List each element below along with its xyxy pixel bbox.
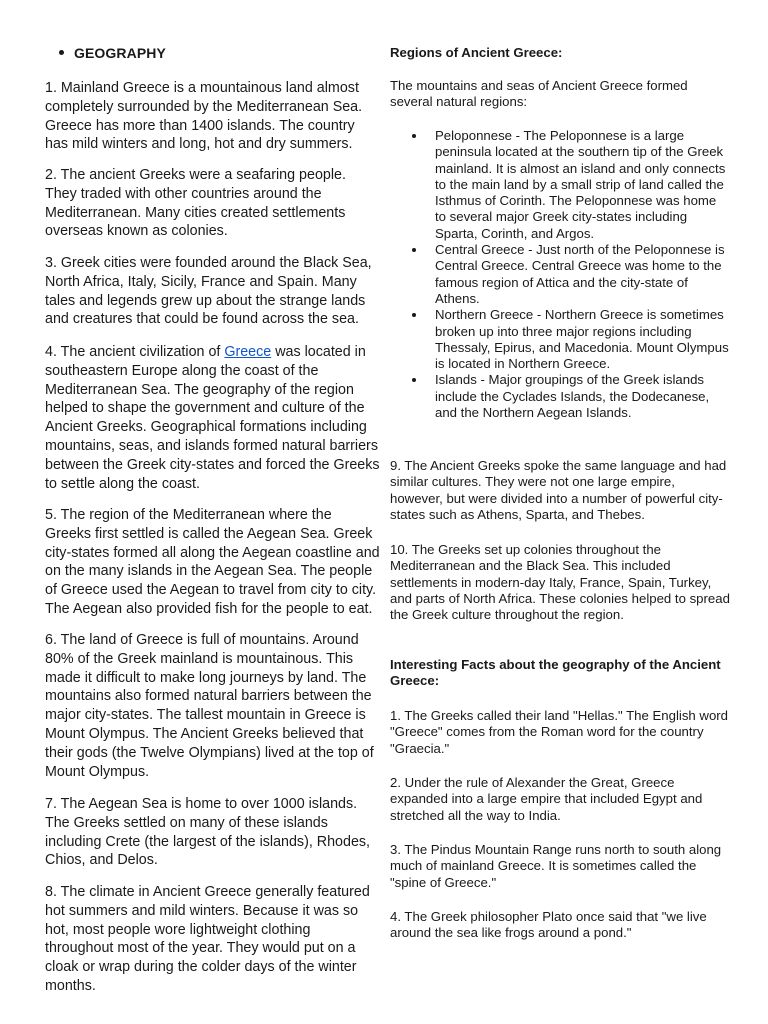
paragraph-4-end: was located in southeastern Europe along the coast of the Mediterranean Sea. The geography of the region helped to shape the government and culture of the Ancient Greeks. Geographical formations including mountains, seas, and islands formed natural barriers between the Greek city-states and forced the Greeks to settle along the coast. [45, 344, 380, 492]
region-item-text: Islands - Major groupings of the Greek islands include the Cyclades Islands, the Dodecanese, and the Northern Aegean Islands. [435, 372, 710, 421]
fact-2: 2. Under the rule of Alexander the Great, Greece expanded into a large empire that included Egypt and stretched all the way to India. [390, 775, 703, 823]
paragraph-4-start: 4. The ancient civilization of [45, 344, 225, 360]
bullet-icon [59, 50, 64, 55]
geography-heading-text: GEOGRAPHY [74, 45, 166, 61]
region-item-islands [390, 372, 730, 421]
paragraph-1: 1. Mainland Greece is a mountainous land almost completely surrounded by the Mediterranean Sea. Greece has more than 1400 islands. The country has mild winters and long, hot and dry summers. [45, 80, 363, 153]
paragraph-3: 3. Greek cities were founded around the Black Sea, North Africa, Italy, Sicily, France and Spain. Many tales and legends grew up about the strange lands and creatures that could be found across the sea. [45, 255, 372, 328]
paragraph-9: 9. The Ancient Greeks spoke the same language and had similar cultures. They were not one large empire, however, but were divided into a number of powerful city-states such as Athens, Sparta, and Thebes. [390, 458, 727, 522]
regions-list [390, 128, 730, 421]
bullet-icon [412, 248, 416, 252]
region-item-text: Peloponnese - The Peloponnese is a large peninsula located at the southern tip of the Greek mainland. It is almost an island and only connects to the main land by a small strip of land called the Isthmus of Corinth. The Peloponnese was home to several major Greek city-states including Sparta, Corinth, and Argos. [435, 128, 726, 241]
fact-3: 3. The Pindus Mountain Range runs north to south along much of mainland Greece. It is sometimes called the "spine of Greece." [390, 842, 722, 890]
region-item-peloponnese [390, 128, 730, 242]
greece-link[interactable]: Greece [224, 344, 272, 360]
geography-heading [59, 45, 166, 61]
regions-intro: The mountains and seas of Ancient Greece formed several natural regions: [390, 78, 688, 110]
paragraph-7: 7. The Aegean Sea is home to over 1000 islands. The Greeks settled on many of these islands including Crete (the largest of the islands), Rhodes, Chios, and Delos. [45, 796, 371, 869]
regions-title: Regions of Ancient Greece: [390, 45, 563, 60]
paragraph-2: 2. The ancient Greeks were a seafaring people. They traded with other countries around the Mediterranean. Many cities created settlements overseas known as colonies. [45, 167, 346, 240]
paragraph-10: 10. The Greeks set up colonies throughout the Mediterranean and the Black Sea. This included settlements in modern-day Italy, France, Spain, Turkey, and parts of North Africa. These colonies helped to spread the Greek culture throughout the region. [390, 542, 730, 623]
region-item-text: Northern Greece - Northern Greece is sometimes broken up into three major regions including Thessaly, Epirus, and Macedonia. Mount Olympus is located in Northern Greece. [435, 307, 729, 372]
paragraph-5: 5. The region of the Mediterranean where the Greeks first settled is called the Aegean Sea. Greek city-states formed all along the Aegean coastline and on the many islands in the Aegean Sea. The people of Greece used the Aegean to travel from city to city. The Aegean also provided fish for the people to eat. [45, 507, 380, 617]
fact-1: 1. The Greeks called their land "Hellas." The English word "Greece" comes from the Roman word for the country "Graecia." [390, 708, 729, 756]
bullet-icon [412, 313, 416, 317]
facts-title: Interesting Facts about the geography of the Ancient Greece: [390, 657, 721, 689]
fact-4: 4. The Greek philosopher Plato once said that "we live around the sea like frogs around a pond." [390, 909, 707, 941]
paragraph-8: 8. The climate in Ancient Greece generally featured hot summers and mild winters. Because it was so hot, most people wore lightweight clothing throughout most of the year. They would put on a cloak or wrap during the colder days of the winter months. [45, 884, 370, 994]
paragraph-6: 6. The land of Greece is full of mountains. Around 80% of the Greek mainland is mountainous. This made it difficult to make long journeys by land. The mountains also formed natural barriers between the major city-states. The tallest mountain in Greece is Mount Olympus. The Ancient Greeks believed that their gods (the Twelve Olympians) lived at the top of Mount Olympus. [45, 632, 374, 780]
bullet-icon [412, 378, 416, 382]
paragraph-4 [45, 343, 380, 493]
region-item-text: Central Greece - Just north of the Peloponnese is Central Greece. Central Greece was home to the famous region of Attica and the city-state of Athens. [435, 242, 725, 306]
region-item-northern-greece [390, 307, 730, 372]
region-item-central-greece [390, 242, 730, 307]
bullet-icon [412, 134, 416, 138]
